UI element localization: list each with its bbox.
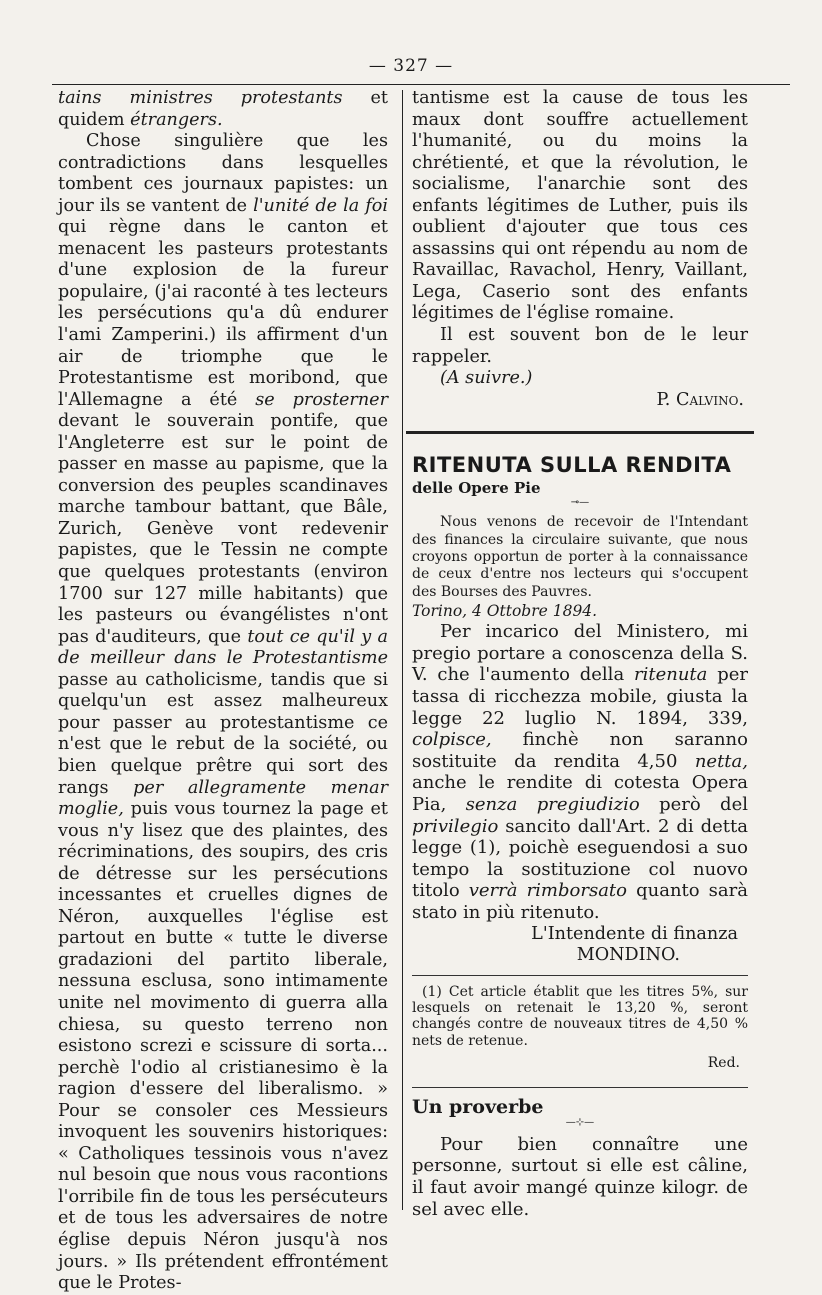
section-rule [406,431,754,434]
ritenuta-body [412,621,748,966]
text-run: finchè non saranno sostituite da rendita 4,50 [412,729,748,772]
italic-text: tout ce qu'il y a de meilleur dans le Protestantisme [58,626,389,669]
text-run: devant le souverain pontife, que l'Angleterre est sur le point de passer en masse au papisme, que la conversion des peuples scandinaves marche tambour battant, que Bâle, Zurich, Genève vont redevenir papistes, que le Tessin ne compte que quelques protestants (environ 1700 sur 127 mille habitants) que les pasteurs ou évangélistes n'ont pas d'auditeurs, que [58,411,388,647]
proverbe-title: Un proverbe [412,1095,544,1118]
italic-text: étrangers. [130,109,223,130]
italic-text: l'unité de la foi [253,195,388,216]
text-run: per tassa di ricchezza mobile, giusta la legge 22 luglio N. 1894, 339, [412,664,748,729]
right-column [412,88,748,1220]
ornament-divider: ⊸— [570,497,590,509]
text-run: qui règne dans le canton et menacent les pasteurs protestants d'une explosion de la fureur populaire, (j'ai raconté à tes lecteurs les persécutions qu'a dû endurer l'ami Zamperini.) ils affirment d'un air de triomphe que le Protestantisme est moribond, que l'Allemagne a été [58,217,388,410]
footnote-rule [412,975,748,976]
italic-text: se prosterner [255,389,388,410]
section-rule-2 [412,1087,748,1088]
a-suivre: (A suivre.) [440,368,533,389]
text-run: quanto sarà stato in più ritenuto. [412,880,748,923]
author-signature [412,390,748,412]
text-run: sancito dall'Art. 2 di detta legge (1), poichè eseguendosi a suo tempo la sostituzione col nuovo titolo [412,815,748,902]
text-run: Per incarico del Ministero, mi pregio portare a conoscenza della S. V. che l'aumento della [412,621,748,686]
proverbe-ornament: —⊹— [565,1116,595,1128]
author-name: Calvino. [675,389,744,410]
signature-line: L'Intendente di finanza [531,923,738,944]
text-run: Chose singulière que les contradictions dans lesquelles tombent ces journaux papistes: un jour ils se vantent de [58,131,388,216]
footnote [412,984,748,1050]
text-run: puis vous tournez la page et vous n'y lisez que des plaintes, des récriminations, des soupirs, des cris de détresse sur les persécutions incessantes et cruelles dignes de Néron, auxquelles l'église est partout en butte « tutte le diverse gradazioni del partito liberale, nessuna esclusa, sono intimamente unite nel movimento di guerra alla chiesa, su questo terreno non esistono screzi e scissure di sorta... perchè l'odio al cristianesimo è la ragion d'essere del liberalismo. » Pour se consoler ces Messieurs invoquent les souvenirs historiques: « Catholiques tessinois vous n'avez nul besoin que nous vous racontions l'orribile fin de tous les persécuteurs et de tous les adversaires de notre église depuis Néron jusqu'à nos jours. » Ils prétendent effrontément que le Protes- [58,799,388,1294]
ritenuta-body-text [412,621,748,923]
column-divider [402,90,403,1210]
proverbe-article [412,1096,748,1220]
right-continuation: tantisme est la cause de tous les maux dont souffre actuellement l'humanité, ou du moins la chrétienté, et que la révolution, le socialisme, l'anarchie sont des enfants légitimes de Luther, puis ils oublient d'ajouter que tous ces assassins qui ont répendu au nom de Ravaillac, Ravachol, Henry, Vaillant, Lega, Caserio sont des enfants légitimes de l'église romaine. [412,88,748,324]
ritenuta-article [412,452,748,1075]
italic-text: netta, [694,750,748,772]
italic-text: colpisce, [412,729,492,751]
proverbe-text: Pour bien connaître une personne, surtout si elle est câline, il faut avoir mangé quinze kilogr. de sel avec elle. [412,1133,748,1220]
header-rule [52,84,790,85]
signature-name: MONDINO. [576,945,680,966]
redaction-mark: Red. [707,1055,740,1072]
dateline: Torino, 4 Ottobre 1894. [412,602,598,621]
footnote-text: (1) Cet article établit que les titres 5%, sur lesquels on retenait le 13,20 %, seront changés contre de nouveaux titres de 4,50 % nets de retenue. [412,983,748,1049]
ritenuta-title: RITENUTA SULLA RENDITA [412,453,732,478]
text-run: et quidem [58,88,389,130]
ritenuta-subtitle: delle Opere Pie [412,479,541,498]
text-run: passe au catholicisme, tandis que si quelqu'un est assez malheureux pour passer au protestantisme ce n'est que le rebut de la société, ou bien quelque prêtre qui sort des rangs [58,669,388,798]
left-paragraph-2 [58,131,388,1295]
left-paragraph-1 [58,88,388,131]
italic-text: ritenuta [633,664,708,686]
intendente-signature [412,924,748,967]
italic-text: verrà rimborsato [468,880,628,902]
italic-text: privilegio [412,815,499,837]
ritenuta-intro [412,514,748,601]
italic-text: per allegramente menar moglie, [58,777,388,820]
right-paragraph-2: Il est souvent bon de le leur rappeler. [412,325,748,367]
text-run: anche le rendite di cotesta Opera Pia, [412,772,748,815]
proverbe-body [412,1134,748,1220]
author-initial: P. [656,389,676,410]
text-run: però del [639,793,748,815]
page-number: — 327 — [368,56,454,76]
intro-text: Nous venons de recevoir de l'Intendant des finances la circulaire suivante, que nous croyons opportun de porter à la connaissance de ceux d'entre nos lecteurs qui s'occupent des Bourses des Pauvres. [412,514,748,600]
left-column [58,88,388,1295]
italic-text: tains ministres protestants [58,88,343,108]
italic-text: senza pregiudizio [465,793,640,815]
